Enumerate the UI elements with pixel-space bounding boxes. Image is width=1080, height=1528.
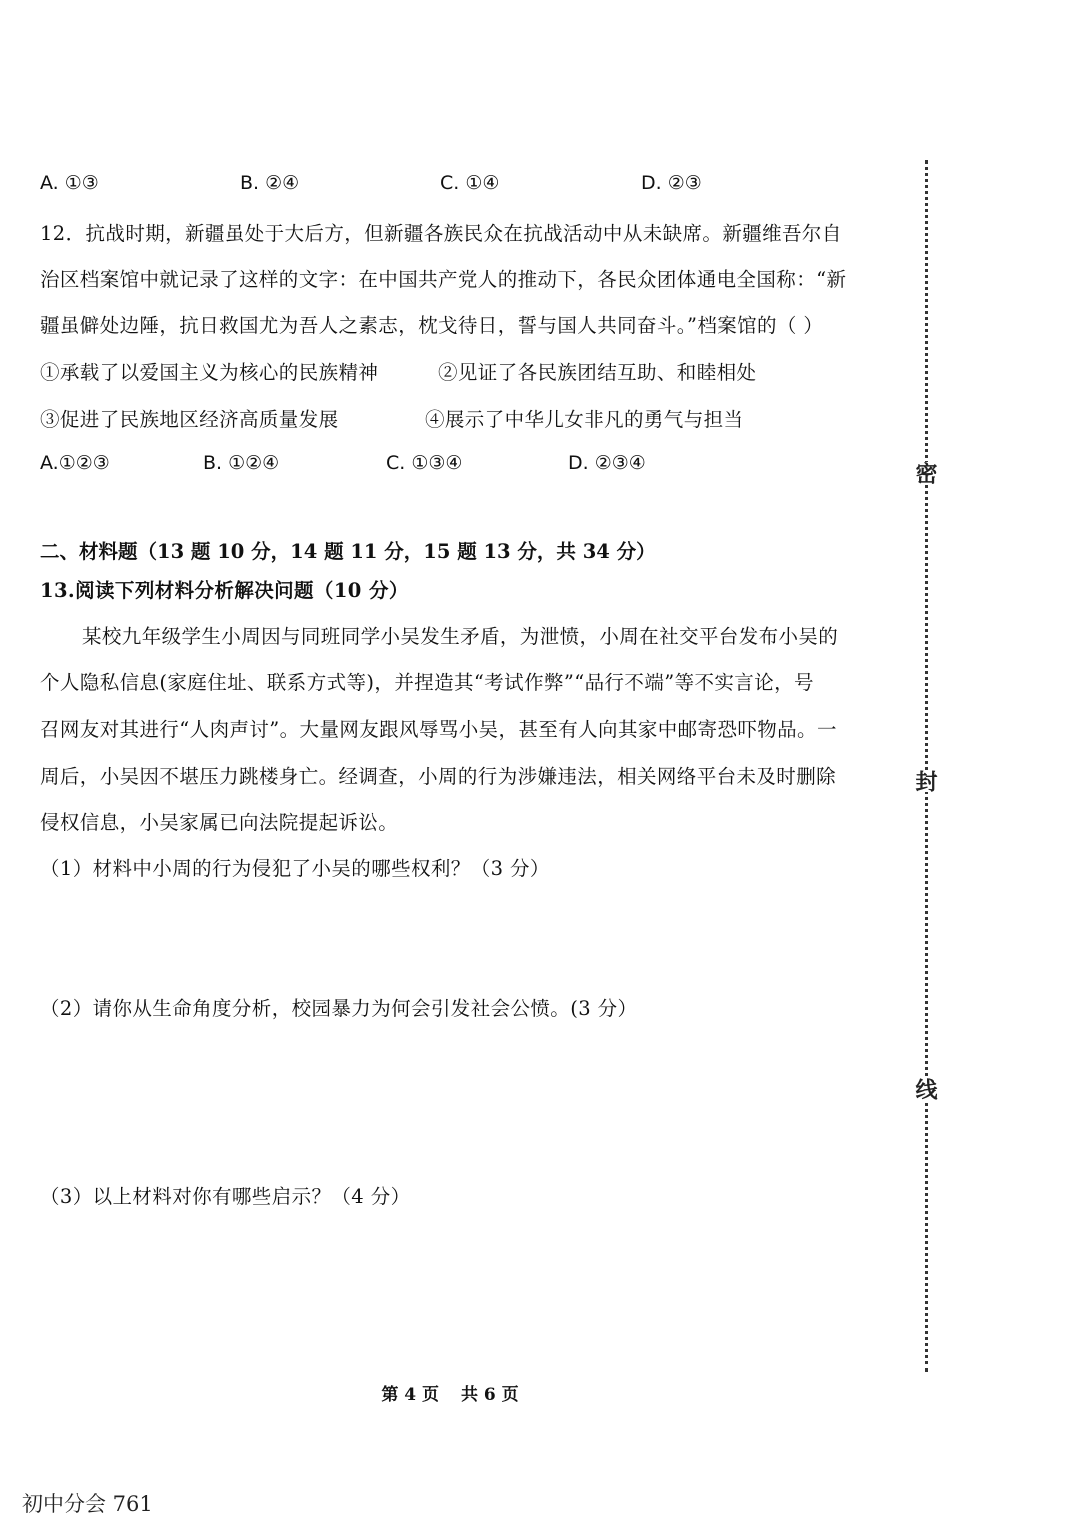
q12-item-4: ④展示了中华儿女非凡的勇气与担当 (425, 408, 744, 431)
page-footer (0, 1380, 900, 1405)
binding-char-feng: 封 (909, 770, 941, 792)
page-number: 第 4 页 (381, 1385, 440, 1405)
q12-option-c: C. ①③④ (386, 452, 463, 474)
q13-material-line3: 召网友对其进行“人肉声讨”。大量网友跟风辱骂小吴，甚至有人向其家中邮寄恐吓物品。一 (40, 718, 837, 741)
binding-char-mi: 密 (909, 462, 941, 484)
q13-sub-question-3: （3）以上材料对你有哪些启示？（4 分） (40, 1185, 411, 1208)
q12-option-a: A.①②③ (40, 452, 110, 474)
q13-material-line2: 个人隐私信息(家庭住址、联系方式等)，并捏造其“考试作弊”“品行不端”等不实言论，号 (40, 671, 814, 694)
q13-material-line4: 周后，小吴因不堪压力跳楼身亡。经调查，小周的行为涉嫌违法，相关网络平台未及时删除 (40, 765, 837, 788)
q12-item-3: ③促进了民族地区经济高质量发展 (40, 408, 339, 431)
q12-item-1: ①承载了以爱国主义为核心的民族精神 (40, 361, 379, 384)
q12-option-d: D. ②③④ (568, 452, 646, 474)
page-total: 共 6 页 (460, 1385, 519, 1405)
q12-item-2: ②见证了各民族团结互助、和睦相处 (438, 361, 757, 384)
q13-title: 13.阅读下列材料分析解决问题（10 分） (40, 579, 409, 602)
q12-stem-line1: 12．抗战时期，新疆虽处于大后方，但新疆各族民众在抗战活动中从未缺席。新疆维吾尔自 (40, 222, 842, 245)
binding-char-xian: 线 (909, 1078, 941, 1100)
q13-material-line1: 某校九年级学生小周因与同班同学小吴发生矛盾，为泄愤，小周在社交平台发布小吴的 (82, 625, 839, 648)
q11-option-c: C. ①④ (440, 172, 500, 194)
q13-material-line5: 侵权信息，小吴家属已向法院提起诉讼。 (40, 811, 399, 834)
q13-sub-question-2: （2）请你从生命角度分析，校园暴力为何会引发社会公愤。(3 分） (40, 997, 638, 1020)
q11-option-b: B. ②④ (240, 172, 300, 194)
binding-dotted-line (925, 160, 928, 1372)
watermark-text: 初中分会 761 (22, 1492, 153, 1516)
q11-option-d: D. ②③ (641, 172, 702, 194)
q11-option-a: A. ①③ (40, 172, 99, 194)
q12-option-b: B. ①②④ (203, 452, 280, 474)
section-2-title: 二、材料题（13 题 10 分，14 题 11 分，15 题 13 分，共 34 分） (40, 540, 656, 563)
q13-sub-question-1: （1）材料中小周的行为侵犯了小吴的哪些权利？（3 分） (40, 857, 550, 880)
q12-stem-line3: 疆虽僻处边陲，抗日救国尤为吾人之素志，枕戈待日，誓与国人共同奋斗。”档案馆的（ ） (40, 314, 824, 337)
q12-stem-line2: 治区档案馆中就记录了这样的文字：在中国共产党人的推动下，各民众团体通电全国称：“新 (40, 268, 847, 291)
